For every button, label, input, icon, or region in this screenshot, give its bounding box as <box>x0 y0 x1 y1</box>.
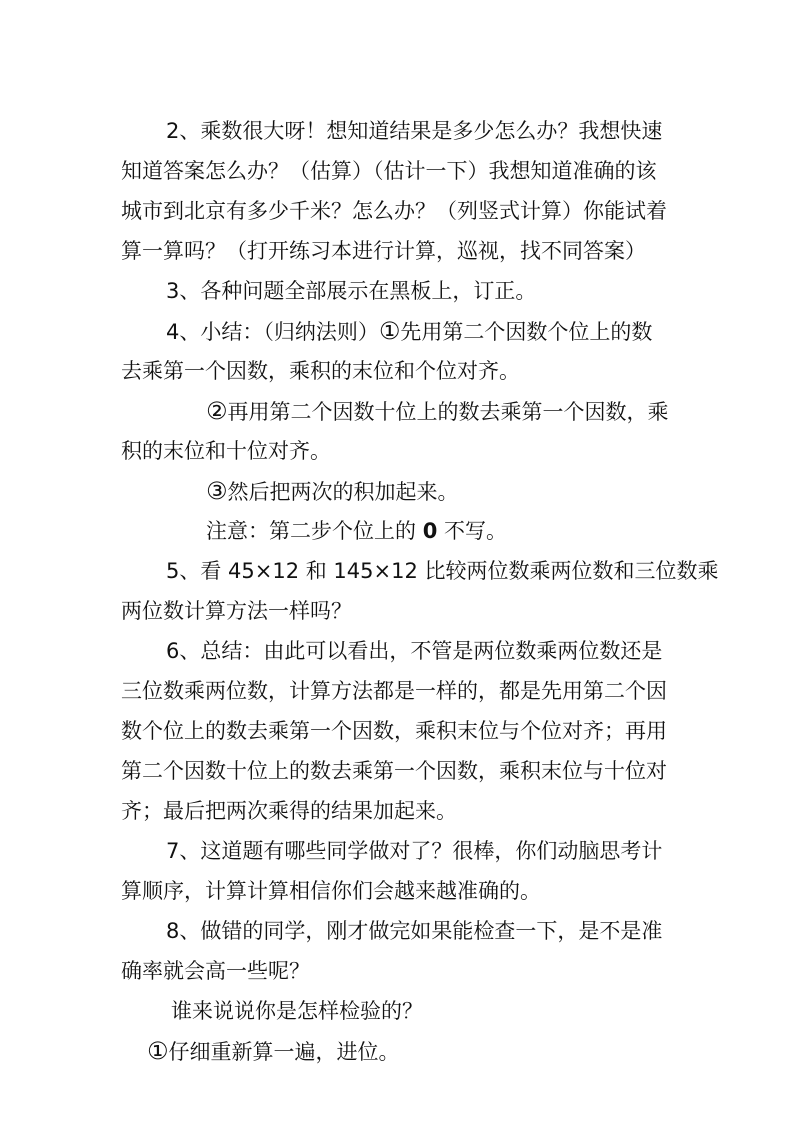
paragraph-7-line-2: 算顺序，计算计算相信你们会越来越准确的。 <box>121 879 541 903</box>
rule-step-2-line-1 <box>206 393 669 429</box>
question-line: 谁来说说你是怎样检验的？ <box>171 999 423 1023</box>
note-line <box>206 513 507 549</box>
paragraph-8-line-2: 确率就会高一些呢？ <box>121 959 310 983</box>
circled-number-2: ② <box>206 397 228 425</box>
paragraph-7-line-1: 7、这道题有哪些同学做对了？很棒，你们动脑思考计 <box>166 839 663 863</box>
paragraph-5-line-2: 两位数计算方法一样吗？ <box>121 599 352 623</box>
rule-step-2-line-2: 积的末位和十位对齐。 <box>121 439 331 463</box>
circled-number-1: ① <box>378 317 401 345</box>
paragraph-6-line-1: 6、总结：由此可以看出，不管是两位数乘两位数还是 <box>166 639 663 663</box>
rule-step-3-text: 然后把两次的积加起来。 <box>227 480 459 504</box>
paragraph-4-line-1 <box>166 313 652 349</box>
check-step-1-text: 仔细重新算一遍，进位。 <box>168 1040 400 1064</box>
note-text-end: 不写。 <box>444 519 507 543</box>
note-zero: 0 <box>422 519 438 543</box>
paragraph-6-line-4: 第二个因数十位上的数去乘第一个因数，乘积末位与十位对 <box>121 759 667 783</box>
paragraph-3-line-1: 3、各种问题全部展示在黑板上，订正。 <box>166 279 537 303</box>
paragraph-2-line-3: 城市到北京有多少千米？怎么办？（列竖式计算）你能试着 <box>121 199 667 223</box>
paragraph-6-line-5: 齐；最后把两次乘得的结果加起来。 <box>121 799 457 823</box>
paragraph-2-line-4: 算一算吗？（打开练习本进行计算，巡视，找不同答案） <box>121 239 646 263</box>
paragraph-6-line-3: 数个位上的数去乘第一个因数，乘积末位与个位对齐；再用 <box>121 719 667 743</box>
circled-number-1-check: ① <box>147 1037 169 1065</box>
paragraph-8-line-1: 8、做错的同学，刚才做完如果能检查一下，是不是准 <box>166 919 663 943</box>
note-text-start: 注意：第二步个位上的 <box>206 519 416 543</box>
paragraph-2-line-1: 2、乘数很大呀！想知道结果是多少怎么办？我想快速 <box>166 119 663 143</box>
rule-step-2-text: 再用第二个因数十位上的数去乘第一个因数，乘 <box>227 400 669 424</box>
check-step-1-line <box>147 1033 400 1069</box>
paragraph-4-line-2: 去乘第一个因数，乘积的末位和个位对齐。 <box>121 359 520 383</box>
rule-step-1-text: 先用第二个因数个位上的数 <box>400 320 653 344</box>
paragraph-6-line-2: 三位数乘两位数，计算方法都是一样的，都是先用第二个因 <box>121 679 667 703</box>
paragraph-5-line-1: 5、看 45×12 和 145×12 比较两位数乘两位数和三位数乘 <box>166 559 719 583</box>
paragraph-2-line-2: 知道答案怎么办？（估算）（估计一下）我想知道准确的该 <box>121 159 657 183</box>
circled-number-3: ③ <box>206 477 228 505</box>
rule-step-3-line <box>206 473 459 509</box>
summary-label: 4、小结：（归纳法则） <box>166 320 379 344</box>
